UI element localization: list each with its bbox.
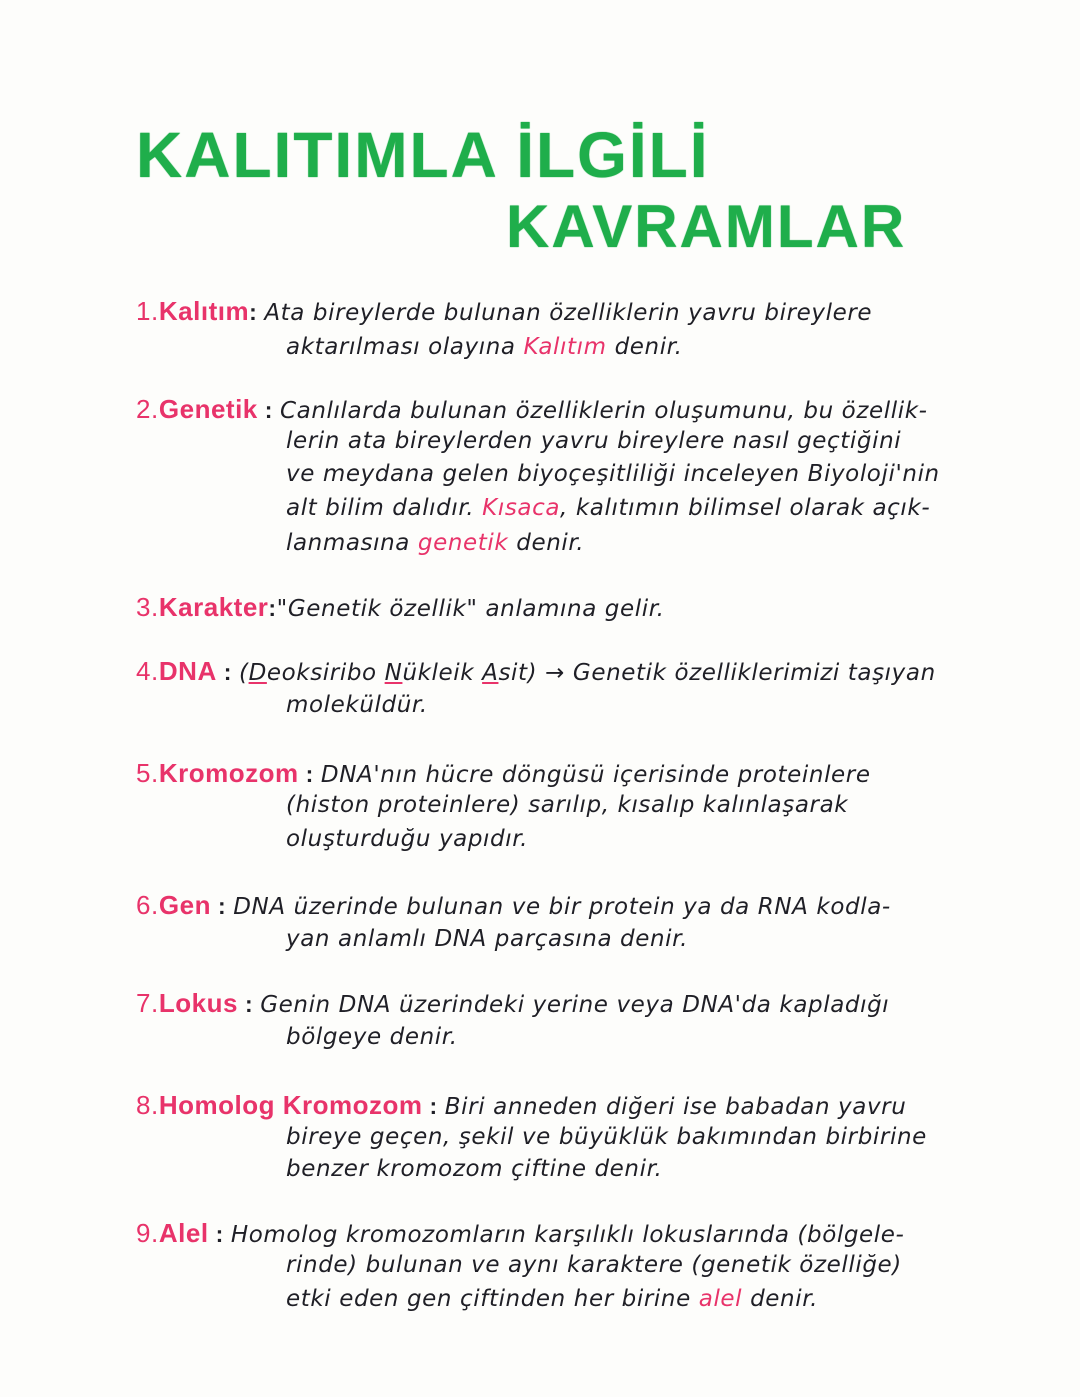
definition-line: rinde) bulunan ve aynı karaktere (genetik özelliğe) bbox=[286, 1252, 902, 1278]
definition-line: moleküldür. bbox=[286, 692, 428, 718]
definition-line bbox=[286, 1286, 818, 1312]
definition-line bbox=[136, 758, 871, 789]
definition-line: benzer kromozom çiftine denir. bbox=[286, 1156, 663, 1182]
definition-text: DNA üzerinde bulunan ve bir protein ya da RNA kodla- bbox=[233, 894, 891, 920]
definition-text: , kalıtımın bilimsel olarak açık- bbox=[560, 495, 931, 521]
definition-line: oluşturduğu yapıdır. bbox=[286, 826, 529, 852]
page-title-line2: KAVRAMLAR bbox=[506, 193, 907, 260]
colon: : bbox=[257, 397, 281, 423]
definition-text: denir. bbox=[606, 334, 683, 360]
definition-text: Ata bireylerde bulunan özelliklerin yavru bireylere bbox=[264, 300, 873, 326]
item-number: 2. bbox=[136, 394, 159, 424]
definition-text: Canlılarda bulunan özelliklerin oluşumunu, bu özellik- bbox=[280, 398, 928, 424]
term-label: Genetik bbox=[158, 394, 258, 424]
definition-line bbox=[286, 530, 584, 556]
definition-text: "Genetik özellik" anlamına gelir. bbox=[276, 596, 665, 622]
term-label: Alel bbox=[158, 1218, 209, 1248]
definition-text: denir. bbox=[508, 530, 585, 556]
term-label: Lokus bbox=[158, 988, 238, 1018]
term-label: Kalıtım bbox=[158, 296, 250, 326]
term-label: Gen bbox=[158, 890, 211, 920]
colon: : bbox=[216, 659, 239, 685]
definition-text: ükleik bbox=[402, 660, 483, 686]
definition-text: sit) → Genetik özelliklerimizi taşıyan bbox=[498, 660, 936, 686]
definition-text: Genin DNA üzerindeki yerine veya DNA'da kapladığı bbox=[260, 992, 890, 1018]
term-label: DNA bbox=[158, 656, 217, 686]
definition-line: ve meydana gelen biyoçeşitliliği inceleyen Biyoloji'nin bbox=[286, 461, 940, 487]
highlighted-term: genetik bbox=[417, 530, 509, 556]
item-number: 6. bbox=[136, 890, 159, 920]
definition-line bbox=[136, 656, 936, 687]
colon: : bbox=[249, 299, 265, 325]
definition-line: bireye geçen, şekil ve büyüklük bakımından birbirine bbox=[286, 1124, 927, 1150]
definition-line bbox=[286, 334, 683, 360]
definition-line: lerin ata bireylerden yavru bireylere nasıl geçtiğini bbox=[286, 428, 902, 454]
definition-text: alt bilim dalıdır. bbox=[286, 495, 483, 521]
item-number: 7. bbox=[136, 988, 159, 1018]
definition-line bbox=[136, 988, 889, 1019]
definition-line bbox=[286, 495, 930, 521]
colon: : bbox=[268, 595, 277, 621]
definition-line bbox=[136, 890, 891, 921]
acronym-letter: N bbox=[384, 660, 403, 686]
definition-text: aktarılması olayına bbox=[286, 334, 524, 360]
colon: : bbox=[237, 991, 261, 1017]
item-number: 4. bbox=[136, 656, 159, 686]
highlighted-term: alel bbox=[698, 1286, 743, 1312]
definition-text: lanmasına bbox=[286, 530, 418, 556]
item-number: 9. bbox=[136, 1218, 159, 1248]
item-number: 3. bbox=[136, 592, 159, 622]
definition-line bbox=[136, 296, 872, 327]
term-label: Karakter bbox=[158, 592, 269, 622]
definition-text: etki eden gen çiftinden her birine bbox=[286, 1286, 699, 1312]
definition-line: (histon proteinlere) sarılıp, kısalıp kalınlaşarak bbox=[286, 792, 849, 818]
definition-text: denir. bbox=[742, 1286, 819, 1312]
definition-text: Homolog kromozomların karşılıklı lokuslarında (bölgele- bbox=[230, 1222, 905, 1248]
page-title-line1: KALITIMLA İLGİLİ bbox=[136, 119, 710, 191]
item-number: 5. bbox=[136, 758, 159, 788]
definition-line: bölgeye denir. bbox=[286, 1024, 458, 1050]
definition-text: eoksiribo bbox=[266, 660, 385, 686]
definition-line: yan anlamlı DNA parçasına denir. bbox=[286, 926, 689, 952]
acronym-letter: D bbox=[248, 660, 267, 686]
item-number: 8. bbox=[136, 1090, 159, 1120]
term-label: Kromozom bbox=[158, 758, 299, 788]
colon: : bbox=[422, 1093, 445, 1119]
highlighted-term: Kalıtım bbox=[523, 334, 607, 360]
term-label: Homolog Kromozom bbox=[158, 1090, 423, 1120]
definition-line bbox=[136, 394, 928, 425]
acronym-letter: A bbox=[482, 660, 499, 686]
definition-line bbox=[136, 1218, 904, 1249]
item-number: 1. bbox=[136, 296, 159, 326]
definition-line bbox=[136, 1090, 906, 1121]
definition-line bbox=[136, 592, 665, 623]
definition-text: Biri anneden diğeri ise babadan yavru bbox=[444, 1094, 907, 1120]
highlighted-term: Kısaca bbox=[482, 495, 561, 521]
colon: : bbox=[208, 1221, 231, 1247]
colon: : bbox=[298, 761, 321, 787]
definition-text: DNA'nın hücre döngüsü içerisinde proteinlere bbox=[320, 762, 871, 788]
colon: : bbox=[210, 893, 234, 919]
definition-text: ( bbox=[238, 660, 249, 686]
